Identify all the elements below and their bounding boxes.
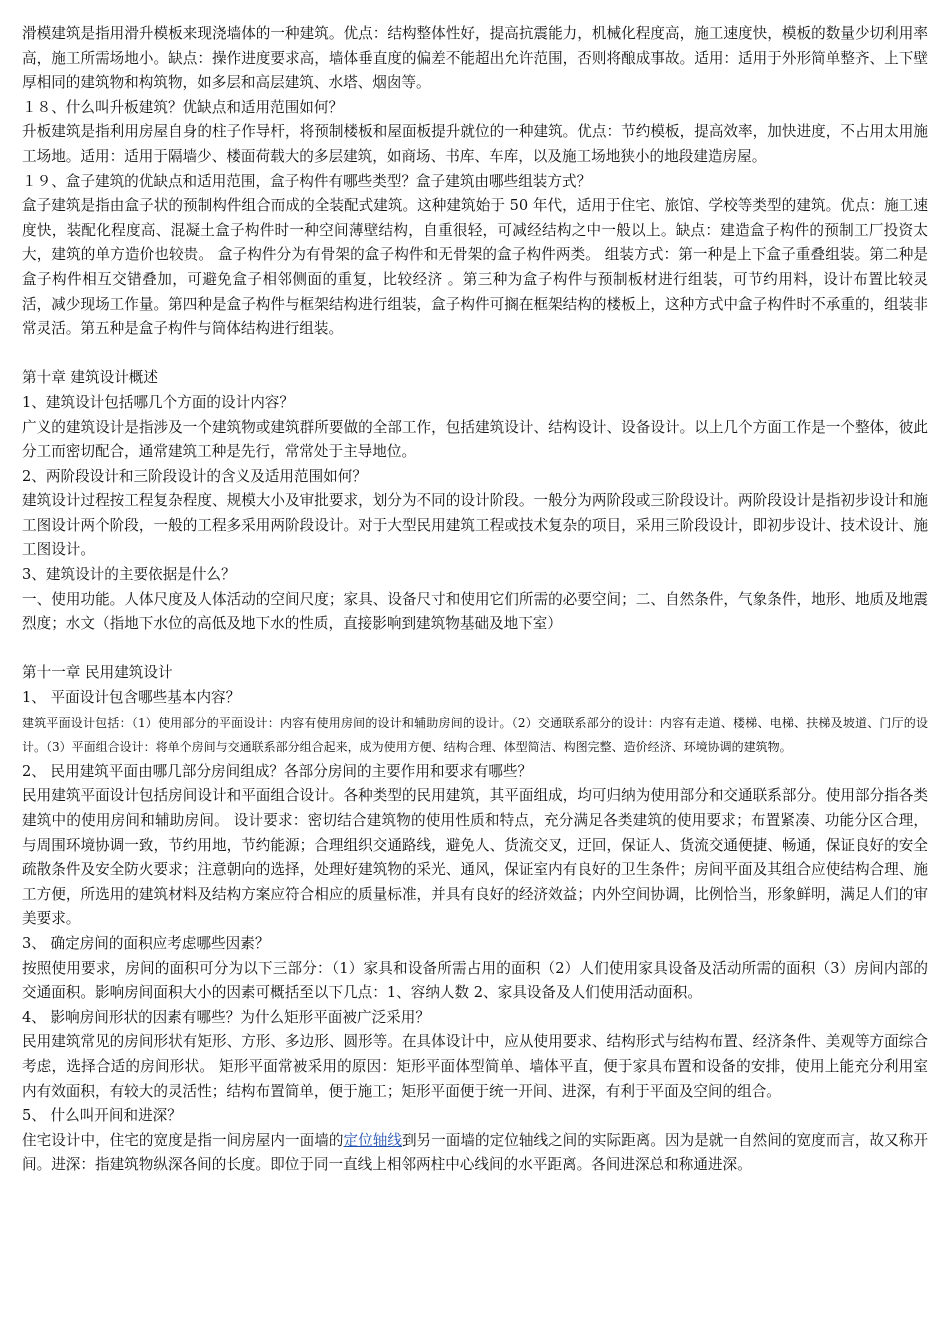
blank-line [22,342,928,367]
ch11-question-5: 5、 什么叫开间和进深？ [22,1107,182,1125]
answer-18: 升板建筑是指利用房屋自身的柱子作导杆，将预制楼板和屋面板提升就位的一种建筑。优点：节约模板，提高效率，加快进度，不占用太用施工场地。适用：适用于隔墙少、楼面荷载大的多层建筑，如商场、书库、车库，以及施工场地狭小的地段建造房屋。 [22,123,928,165]
ch11-answer-2: 民用建筑平面设计包括房间设计和平面组合设计。各种类型的民用建筑，其平面组成，均可归纳为使用部分和交通联系部分。使用部分指各类建筑中的使用房间和辅助房间。 设计要求：密切结合建筑物的使用性质和特点，充分满足各类建筑的使用要求；布置紧凑、功能分区合理，与周围环境协调一致，节约用地，节约能源；合理组织交通路线，避免人、货流交叉，迂回，保证人、货流交通便捷、畅通，保证良好的安全疏散条件及安全防火要求；注意朝向的选择，处理好建筑物的采光、通风，保证室内有良好的卫生条件；房间平面及其组合应使结构合理、施工方便，所选用的建筑材料及结构方案应符合相应的质量标准，并具有良好的经济效益；内外空间协调，比例恰当，形象鲜明，满足人们的审美要求。 [22,787,928,928]
paragraph-sliding-form-building: 滑模建筑是指用滑升模板来现浇墙体的一种建筑。优点：结构整体性好，提高抗震能力，机械化程度高，施工速度快，模板的数量少切利用率高，施工所需场地小。缺点：操作进度要求高，墙体垂直度的偏差不能超出允许范围，否则将酿成事故。适用：适用于外形简单整齐、上下壁厚相同的建筑物和构筑物，如多层和高层建筑、水塔、烟囱等。 [22,25,928,92]
chapter-10-title: 第十章 建筑设计概述 [22,369,158,387]
question-19: １９、盒子建筑的优缺点和适用范围，盒子构件有哪些类型？盒子建筑由哪些组装方式？ [22,172,592,190]
ch10-answer-1: 广义的建筑设计是指涉及一个建筑物或建筑群所要做的全部工作，包括建筑设计、结构设计、设备设计。以上几个方面工作是一个整体，彼此分工而密切配合，通常建筑工种是先行，常常处于主导地位。 [22,418,928,461]
ch11-question-2: 2、 民用建筑平面由哪几部分房间组成？各部分房间的主要作用和要求有哪些？ [22,762,533,780]
ch10-answer-2: 建筑设计过程按工程复杂程度、规模大小及审批要求，划分为不同的设计阶段。一般分为两阶段或三阶段设计。两阶段设计是指初步设计和施工图设计两个阶段，一般的工程多采用两阶段设计。对于大型民用建筑工程或技术复杂的项目，采用三阶段设计，即初步设计、技术设计、施工图设计。 [22,492,928,559]
ch10-answer-3: 一、使用功能。人体尺度及人体活动的空间尺度；家具、设备尺寸和使用它们所需的必要空间；二、自然条件，气象条件，地形、地质及地震烈度；水文（指地下水位的高低及地下水的性质，直接影响到建筑物基础及地下室） [22,590,928,633]
blank-line [22,637,928,662]
answer-5-text-after: 到另一面墙的定位轴线之间的实际距离。因为是就一自然间的宽度而言，故又称开间。进深：指建筑物纵深各间的长度。即位于同一直线上相邻两柱中心线间的水平距离。各间进深总和称通进深。 [22,1131,928,1174]
ch10-question-3: 3、建筑设计的主要依据是什么？ [22,566,236,584]
ch11-answer-3: 按照使用要求，房间的面积可分为以下三部分：（1）家具和设备所需占用的面积（2）人们使用家具设备及活动所需的面积（3）房间内部的交通面积。影响房间面积大小的因素可概括至以下几点：1、容纳人数 2、家具设备及人们使用活动面积。 [22,959,928,1002]
ch11-question-3: 3、 确定房间的面积应考虑哪些因素？ [22,934,270,952]
ch11-answer-1: 建筑平面设计包括：（1）使用部分的平面设计：内容有使用房间的设计和辅助房间的设计。（2）交通联系部分的设计：内容有走道、楼梯、电梯、扶梯及坡道、门厅的设计。（3）平面组合设计：将单个房间与交通联系部分组合起来，成为使用方便、结构合理、体型简洁、构图完整、造价经济、环境协调的建筑物。 [22,715,928,755]
ch10-question-1: 1、建筑设计包括哪几个方面的设计内容？ [22,393,294,411]
ch10-question-2: 2、两阶段设计和三阶段设计的含义及适用范围如何？ [22,467,367,485]
positioning-axis-link[interactable]: 定位轴线 [343,1131,402,1149]
answer-19: 盒子建筑是指由盒子状的预制构件组合而成的全装配式建筑。这种建筑始于 50 年代，适用于住宅、旅馆、学校等类型的建筑。优点：施工速度快，装配化程度高、混凝土盒子构件时一种空间薄壁结构，自重很轻，可减经结构之中一般以上。缺点：建造盒子构件的预制工厂投资太大，建筑的单方造价也较贵。 盒子构件分为有骨架的盒子构件和无骨架的盒子构件两类。 组装方式：第一种是上下盒子重叠组装。第二种是盒子构件相互交错叠加，可避免盒子相邻侧面的重复，比较经济 。第三种为盒子构件与预制板材进行组装，可节约用料，设计布置比较灵活，减少现场工作量。第四种是盒子构件与框架结构进行组装，盒子构件可搁在框架结构的楼板上，这种方式中盒子构件时不承重的，组装非常灵活。第五种是盒子构件与筒体结构进行组装。 [22,197,928,338]
ch11-question-1: 1、 平面设计包含哪些基本内容？ [22,689,241,707]
ch11-answer-5 [22,1129,928,1178]
answer-5-text-before: 住宅设计中，住宅的宽度是指一间房屋内一面墙的 [22,1131,344,1149]
chapter-11-title: 第十一章 民用建筑设计 [22,664,173,682]
ch11-question-4: 4、 影响房间形状的因素有哪些？为什么矩形平面被广泛采用？ [22,1008,430,1026]
question-18: １８、什么叫升板建筑？优缺点和适用范围如何？ [22,98,344,116]
ch11-answer-4: 民用建筑常见的房间形状有矩形、方形、多边形、圆形等。在具体设计中，应从使用要求、结构形式与结构布置、经济条件、美观等方面综合考虑，选择合适的房间形状。 矩形平面常被采用的原因：矩形平面体型简单、墙体平直，便于家具布置和设备的安排，使用上能充分利用室内有效面积，有较大的灵活性；结构布置简单，便于施工；矩形平面便于统一开间、进深，有利于平面及空间的组合。 [22,1033,928,1100]
